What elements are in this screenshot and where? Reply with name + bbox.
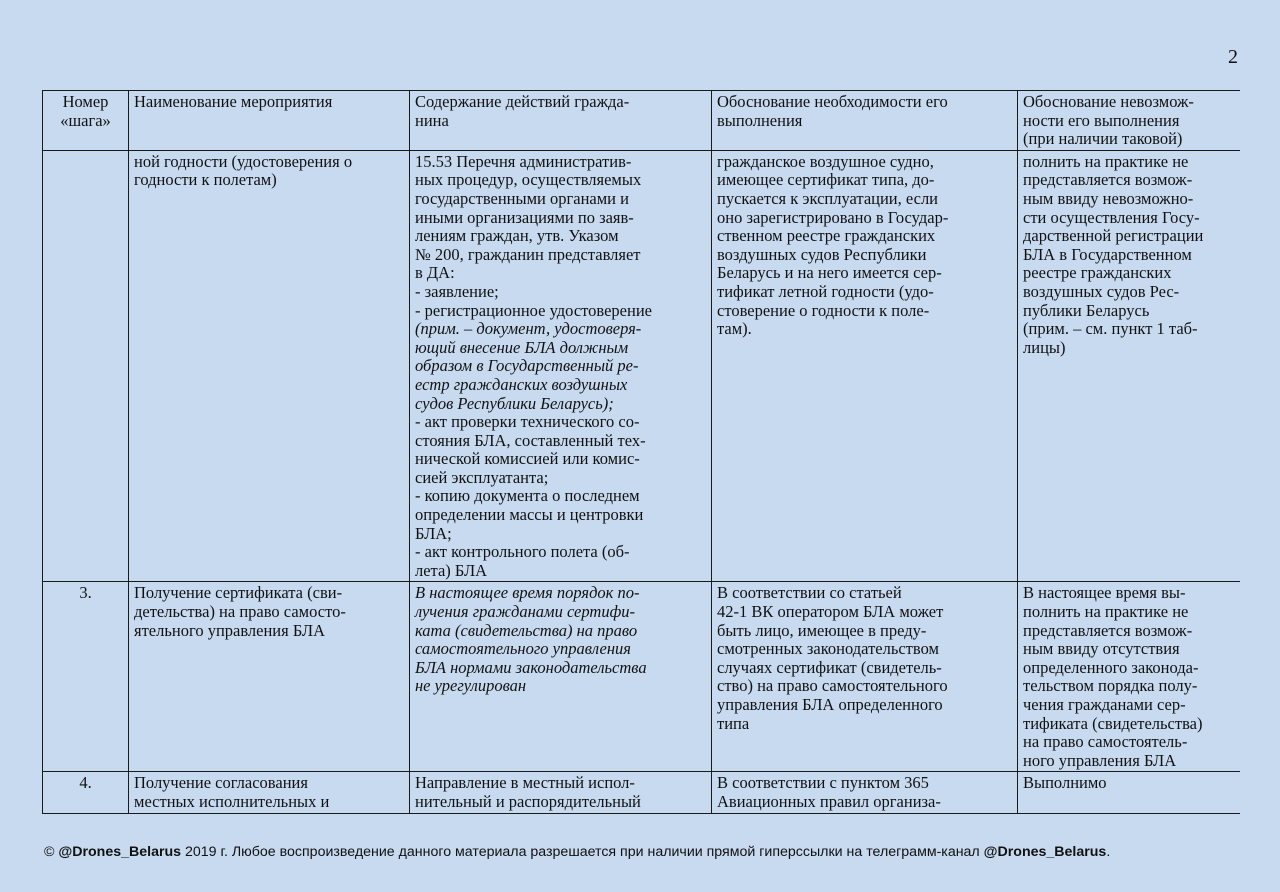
header-step-number: Номер «шага» [43,91,129,151]
procedure-table [42,90,1240,814]
activity-name-cell: ной годности (удостоверения о годности к полетам) [129,150,410,582]
table-row [43,772,1241,813]
necessity-justification-cell: гражданское воздушное судно, имеющее сертификат типа, до- пускается к эксплуатации, если оно зарегистрировано в Государ- ственном реестре гражданских воздушных судов Республики Беларусь и на него имеется сер- тификат летной годности (удо- стоверение о годности к поле- там). [712,150,1018,582]
citizen-actions-cell: 15.53 Перечня административ- ных процедур, осуществляемых государственными органами и иными организациями по заяв- лениям граждан, утв. Указом № 200, гражданин представляет в ДА: - заявление; - регистрационное удостоверение (прим. – документ, удостоверя- ющий внесение БЛА должным образом в Государственный ре- естр гражданских воздушных судов Республики Беларусь); - акт проверки технического со- стояния БЛА, составленный тех- нической комиссией или комис- сией эксплуатанта; - копию документа о последнем определении массы и центровки БЛА; - акт контрольного полета (об- лета) БЛА [410,150,712,582]
impossibility-justification-cell: полнить на практике не представляется возмож- ным ввиду невозможно- сти осуществления Госу- дарственной регистрации БЛА в Государственном реестре гражданских воздушных судов Рес- публики Беларусь (прим. – см. пункт 1 таб- лицы) [1018,150,1241,582]
citizen-actions-cell: В настоящее время порядок по- лучения гражданами сертифи- ката (свидетельства) на право самостоятельного управления БЛА нормами законодательства не урегулирован [410,582,712,772]
citizen-actions-cell: Направление в местный испол- нительный и распорядительный [410,772,712,813]
header-citizen-actions: Содержание действий гражда- нина [410,91,712,151]
activity-name-cell: Получение согласования местных исполнительных и [129,772,410,813]
step-number-cell: 3. [43,582,129,772]
table-header-row [43,91,1241,151]
table-row [43,582,1241,772]
telegram-handle: @Drones_Belarus [58,844,182,860]
necessity-justification-cell: В соответствии со статьей 42-1 ВК оператором БЛА может быть лицо, имеющее в преду- смотренных законодательством случаях сертификат (свидетель- ство) на право самостоятельного управления БЛА определенного типа [712,582,1018,772]
impossibility-justification-cell: Выполнимо [1018,772,1241,813]
necessity-justification-cell: В соответствии с пунктом 365 Авиационных правил организа- [712,772,1018,813]
impossibility-justification-cell: В настоящее время вы- полнить на практике не представляется возмож- ным ввиду отсутствия определенного законода- тельством порядка полу- чения гражданами сер- тификата (свидетельства) на право самостоятель- ного управления БЛА [1018,582,1241,772]
telegram-handle: @Drones_Belarus [983,844,1107,860]
page-number: 2 [1228,46,1238,68]
table-row [43,150,1241,582]
activity-name-cell: Получение сертификата (сви- детельства) на право самосто- ятельного управления БЛА [129,582,410,772]
step-number-cell [43,150,129,582]
header-activity-name: Наименование мероприятия [129,91,410,151]
header-necessity-justification: Обоснование необходимости его выполнения [712,91,1018,151]
document-table-container [42,90,1240,823]
header-impossibility-justification: Обоснование невозмож- ности его выполнения (при наличии таковой) [1018,91,1241,151]
copyright-footer: © @Drones_Belarus 2019 г. Любое воспроизведение данного материала разрешается при наличии прямой гиперссылки на телеграмм-канал @Drones_Belarus. [44,844,1111,860]
step-number-cell: 4. [43,772,129,813]
